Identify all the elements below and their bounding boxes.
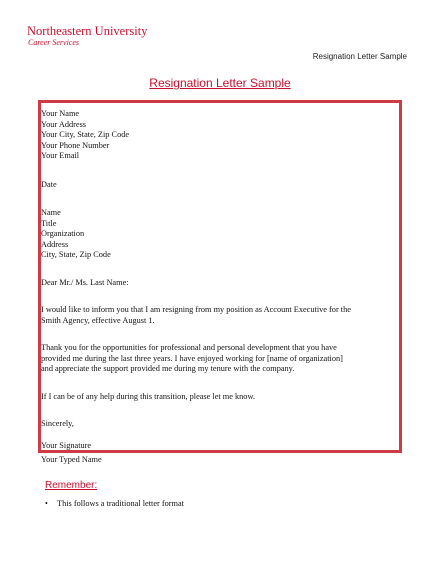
paragraph-2-line: provided me during the last three years. I have enjoyed working for [name of organization] xyxy=(41,353,343,363)
header-doc-label: Resignation Letter Sample xyxy=(312,52,407,61)
recipient-organization: Organization xyxy=(41,229,85,238)
paragraph-1-line: Smith Agency, effective August 1. xyxy=(41,315,155,325)
sender-phone: Your Phone Number xyxy=(41,140,110,150)
sender-email: Your Email xyxy=(41,151,80,160)
paragraph-1-line: I would like to inform you that I am resigning from my position as Account Executive for the xyxy=(41,305,351,314)
letter-box xyxy=(38,100,402,464)
closing: Sincerely, xyxy=(41,419,74,428)
recipient-block xyxy=(41,208,399,261)
page-title: Resignation Letter Sample xyxy=(149,76,291,90)
recipient-name: Name xyxy=(41,208,61,217)
bullet-icon: • xyxy=(45,499,48,508)
salutation: Dear Mr./ Ms. Last Name: xyxy=(41,277,129,287)
paragraph-2-line: Thank you for the opportunities for professional and personal development that you have xyxy=(41,343,337,352)
typed-name: Your Typed Name xyxy=(41,455,102,464)
remember-list xyxy=(45,499,184,508)
recipient-title: Title xyxy=(41,218,57,228)
sender-city: Your City, State, Zip Code xyxy=(41,130,130,139)
recipient-address: Address xyxy=(41,239,69,249)
logo-subtitle: Career Services xyxy=(28,38,80,47)
letter-date: Date xyxy=(41,179,57,189)
remember-heading: Remember: xyxy=(45,480,98,491)
list-item-text: This follows a traditional letter format xyxy=(57,499,184,508)
recipient-city: City, State, Zip Code xyxy=(41,250,111,259)
list-item xyxy=(45,499,184,508)
paragraph-1 xyxy=(41,305,399,326)
paragraph-2-line: and appreciate the support provided me during my tenure with the company. xyxy=(41,364,295,373)
signature: Your Signature xyxy=(41,440,92,450)
paragraph-3: If I can be of any help during this transition, please let me know. xyxy=(41,391,255,401)
sender-address: Your Address xyxy=(41,119,87,129)
logo-name: Northeastern University xyxy=(27,24,148,38)
sender-block xyxy=(41,109,399,162)
university-logo xyxy=(27,24,147,48)
paragraph-2 xyxy=(41,343,399,375)
sender-name: Your Name xyxy=(41,109,80,118)
